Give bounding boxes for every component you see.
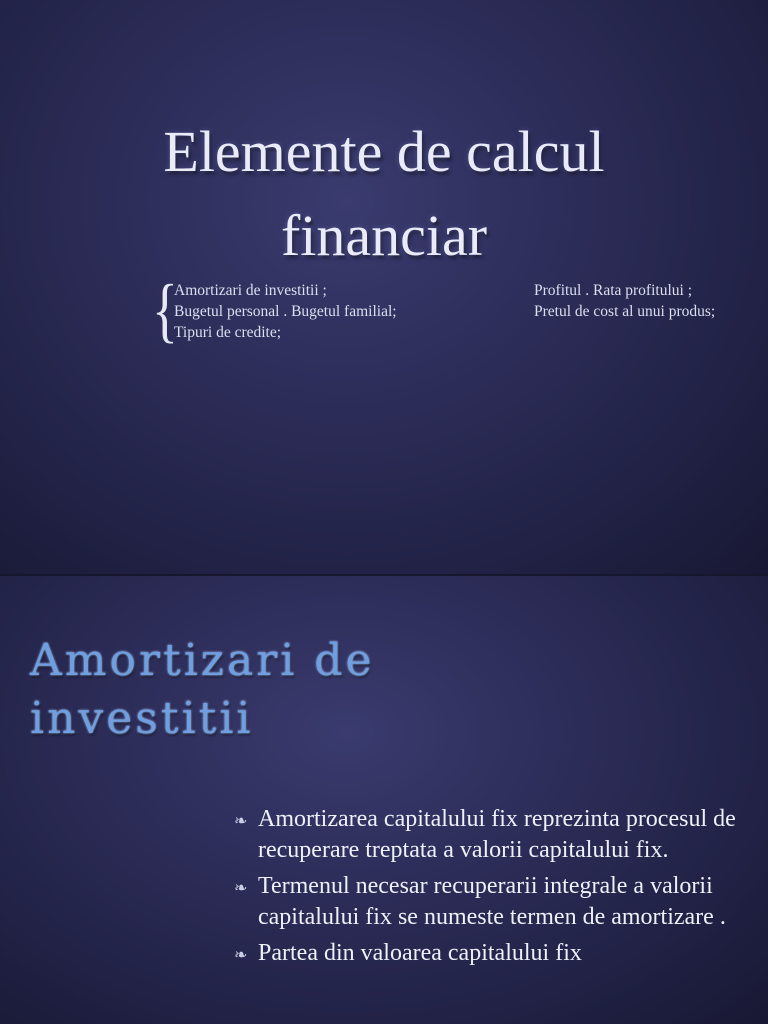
toc-item: Tipuri de credite; [174,324,282,341]
toc-right-list [534,280,715,322]
bullet-item [232,871,752,933]
bullet-item [232,938,752,969]
bullet-item [232,804,752,866]
slide-title-heading [0,110,768,278]
toc-left-list [174,280,397,343]
bullet-list [232,804,752,974]
bullet-text: Amortizarea capitalului fix reprezinta procesul de recuperare treptata a valorii capitalului fix. [258,806,736,863]
toc-item: Pretul de cost al unui produs; [534,303,716,320]
left-brace-icon: { [152,270,178,350]
flourish-bullet-icon: ❧ [234,880,248,897]
bullet-text: Termenul necesar recuperarii integrale a valorii capitalului fix se numeste termen de amortizare . [258,873,726,930]
toc-item: Profitul . Rata profitului ; [534,282,692,299]
toc-item: Amortizari de investitii ; [174,282,327,299]
toc-item: Bugetul personal . Bugetul familial; [174,303,397,320]
title-line-1: Elemente de calcul [163,119,605,184]
flourish-bullet-icon: ❧ [234,947,248,964]
flourish-bullet-icon: ❧ [234,813,248,830]
heading-line-1: Amortizari de [30,635,375,686]
bullet-text: Partea din valoarea capitalului fix [258,940,582,966]
heading-line-2: investitii [30,693,254,744]
slide-2-heading [30,632,375,748]
title-line-2: financiar [280,203,488,268]
